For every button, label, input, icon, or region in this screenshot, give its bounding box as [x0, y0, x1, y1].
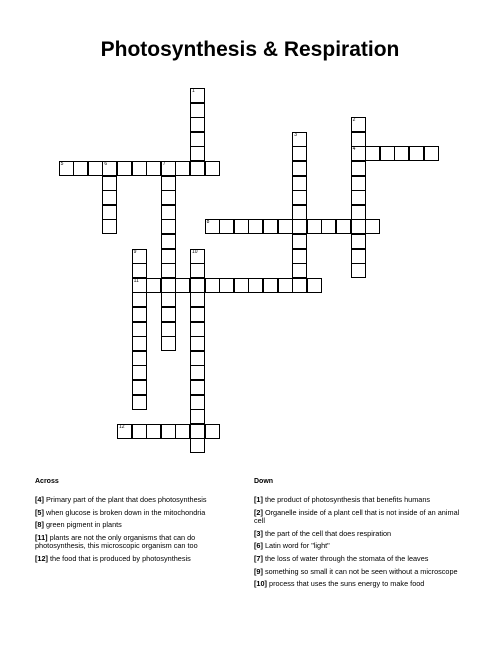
crossword-cell[interactable]	[102, 176, 117, 191]
crossword-cell[interactable]	[102, 161, 117, 176]
crossword-cell[interactable]	[102, 205, 117, 220]
crossword-cell[interactable]	[132, 424, 147, 439]
crossword-cell[interactable]	[190, 117, 205, 132]
crossword-cell[interactable]	[161, 219, 176, 234]
crossword-cell[interactable]	[205, 278, 220, 293]
crossword-cell[interactable]	[161, 292, 176, 307]
crossword-cell[interactable]	[409, 146, 424, 161]
cell-number: 9	[133, 248, 137, 255]
across-heading: Across	[35, 478, 59, 485]
crossword-cell[interactable]	[190, 292, 205, 307]
crossword-cell[interactable]	[205, 219, 220, 234]
crossword-cell[interactable]	[336, 219, 351, 234]
crossword-cell[interactable]	[234, 219, 249, 234]
crossword-cell[interactable]	[292, 234, 307, 249]
across-clue-5: [5] when glucose is broken down in the mitochondria	[35, 507, 206, 517]
crossword-cell[interactable]	[132, 249, 147, 264]
crossword-cell[interactable]	[190, 438, 205, 453]
crossword-cell[interactable]	[132, 278, 147, 293]
crossword-cell[interactable]	[146, 278, 161, 293]
crossword-cell[interactable]	[132, 161, 147, 176]
crossword-cell[interactable]	[161, 336, 176, 351]
cell-number: 3	[294, 131, 297, 138]
crossword-cell[interactable]	[278, 219, 293, 234]
crossword-cell[interactable]	[380, 146, 395, 161]
crossword-cell[interactable]	[292, 190, 307, 205]
crossword-cell[interactable]	[175, 424, 190, 439]
crossword-cell[interactable]	[88, 161, 103, 176]
cell-number: 10	[192, 248, 198, 255]
across-clue-4: [4] Primary part of the plant that does photosynthesis	[35, 495, 207, 504]
crossword-cell[interactable]	[59, 161, 74, 176]
crossword-cell[interactable]	[132, 380, 147, 395]
crossword-cell[interactable]	[117, 161, 132, 176]
crossword-cell[interactable]	[132, 263, 147, 278]
crossword-cell[interactable]	[132, 336, 147, 351]
crossword-cell[interactable]	[175, 161, 190, 176]
crossword-cell[interactable]	[190, 395, 205, 410]
crossword-cell[interactable]	[190, 249, 205, 264]
crossword-cell[interactable]	[219, 219, 234, 234]
crossword-cell[interactable]	[132, 395, 147, 410]
crossword-cell[interactable]	[351, 234, 366, 249]
crossword-cell[interactable]	[132, 307, 147, 322]
crossword-cell[interactable]	[190, 88, 205, 103]
crossword-cell[interactable]	[161, 161, 176, 176]
crossword-cell[interactable]	[351, 161, 366, 176]
crossword-cell[interactable]	[219, 278, 234, 293]
crossword-cell[interactable]	[175, 278, 190, 293]
crossword-cell[interactable]	[351, 190, 366, 205]
crossword-cell[interactable]	[190, 161, 205, 176]
across-clue-11: [11] plants are not the only organisms that can do photosynthesis, this microscopic organism can too	[35, 532, 198, 551]
cell-number: 12	[119, 423, 125, 430]
cell-number: 11	[133, 277, 139, 284]
cell-number: 4	[352, 146, 356, 153]
page-title: Photosynthesis & Respiration	[100, 38, 400, 61]
crossword-cell[interactable]	[292, 176, 307, 191]
crossword-cell[interactable]	[307, 278, 322, 293]
crossword-cell[interactable]	[132, 292, 147, 307]
crossword-cell[interactable]	[190, 365, 205, 380]
crossword-cell[interactable]	[161, 424, 176, 439]
crossword-cell[interactable]	[190, 263, 205, 278]
crossword-cell[interactable]	[73, 161, 88, 176]
crossword-cell[interactable]	[292, 278, 307, 293]
crossword-cell[interactable]	[132, 322, 147, 337]
crossword-cell[interactable]	[205, 161, 220, 176]
down-clue-list	[254, 496, 469, 593]
crossword-cell[interactable]	[161, 307, 176, 322]
crossword-cell[interactable]	[351, 117, 366, 132]
cell-number: 2	[352, 117, 356, 124]
down-clue-1: [1] the product of photosynthesis that benefits humans	[254, 495, 431, 504]
crossword-cell[interactable]	[161, 249, 176, 264]
cell-number: 6	[104, 161, 108, 167]
crossword-cell[interactable]	[351, 219, 366, 234]
crossword-cell[interactable]	[161, 278, 176, 293]
crossword-cell[interactable]	[161, 234, 176, 249]
crossword-cell[interactable]	[351, 176, 366, 191]
crossword-cell[interactable]	[307, 219, 322, 234]
crossword-cell[interactable]	[190, 103, 205, 118]
crossword-cell[interactable]	[190, 307, 205, 322]
crossword-cell[interactable]	[190, 409, 205, 424]
crossword-cell[interactable]	[190, 336, 205, 351]
crossword-cell[interactable]	[161, 176, 176, 191]
crossword-cell[interactable]	[292, 205, 307, 220]
down-clue-10: [10] process that uses the suns energy to make food	[254, 579, 425, 589]
crossword-cell[interactable]	[190, 351, 205, 366]
cell-number: 7	[162, 161, 166, 167]
crossword-cell[interactable]	[263, 219, 278, 234]
across-clue-8: [8] green pigment in plants	[35, 520, 122, 530]
crossword-cell[interactable]	[424, 146, 439, 161]
crossword-cell[interactable]	[292, 249, 307, 264]
cell-number: 1	[192, 88, 195, 94]
crossword-cell[interactable]	[117, 424, 132, 439]
down-clue-6: [6] Latin word for "light"	[254, 541, 330, 551]
down-clue-2: [2] Organelle inside of a plant cell that is not inside of an animal cell	[254, 507, 460, 526]
crossword-cell[interactable]	[248, 278, 263, 293]
crossword-cell[interactable]	[292, 146, 307, 161]
down-clue-3: [3] the part of the cell that does respiration	[254, 528, 392, 538]
cell-number: 8	[206, 219, 210, 226]
crossword-cell[interactable]	[351, 263, 366, 278]
crossword-cell[interactable]	[351, 205, 366, 220]
crossword-cell[interactable]	[248, 219, 263, 234]
across-clue-list	[35, 496, 245, 568]
crossword-cell[interactable]	[205, 424, 220, 439]
crossword-cell[interactable]	[146, 161, 161, 176]
down-heading: Down	[254, 478, 274, 485]
crossword-cell[interactable]	[292, 161, 307, 176]
crossword-cell[interactable]	[365, 146, 380, 161]
crossword-cell[interactable]	[190, 322, 205, 337]
down-clue-9: [9] something so small it can not be seen without a microscope	[254, 566, 458, 576]
crossword-cell[interactable]	[351, 249, 366, 264]
crossword-cell[interactable]	[161, 190, 176, 205]
crossword-cell[interactable]	[351, 132, 366, 147]
crossword-cell[interactable]	[190, 380, 205, 395]
cell-number: 5	[60, 161, 64, 167]
crossword-cell[interactable]	[161, 205, 176, 220]
crossword-cell[interactable]	[161, 263, 176, 278]
crossword-cell[interactable]	[161, 322, 176, 337]
crossword-cell[interactable]	[146, 424, 161, 439]
crossword-cell[interactable]	[190, 278, 205, 293]
crossword-cell[interactable]	[278, 278, 293, 293]
crossword-cell[interactable]	[132, 365, 147, 380]
across-clue-12: [12] the food that is produced by photosynthesis	[35, 553, 191, 563]
crossword-cell[interactable]	[394, 146, 409, 161]
crossword-cell[interactable]	[321, 219, 336, 234]
down-clue-7: [7] the loss of water through the stomata of the leaves	[254, 553, 429, 563]
crossword-cell[interactable]	[292, 263, 307, 278]
crossword-cell[interactable]	[102, 219, 117, 234]
crossword-cell[interactable]	[292, 219, 307, 234]
crossword-cell[interactable]	[190, 132, 205, 147]
crossword-cell[interactable]	[234, 278, 249, 293]
crossword-cell[interactable]	[263, 278, 278, 293]
crossword-cell[interactable]	[190, 146, 205, 161]
crossword-cell[interactable]	[365, 219, 380, 234]
crossword-cell[interactable]	[190, 424, 205, 439]
crossword-cell[interactable]	[102, 190, 117, 205]
crossword-cell[interactable]	[292, 132, 307, 147]
crossword-cell[interactable]	[351, 146, 366, 161]
crossword-cell[interactable]	[132, 351, 147, 366]
